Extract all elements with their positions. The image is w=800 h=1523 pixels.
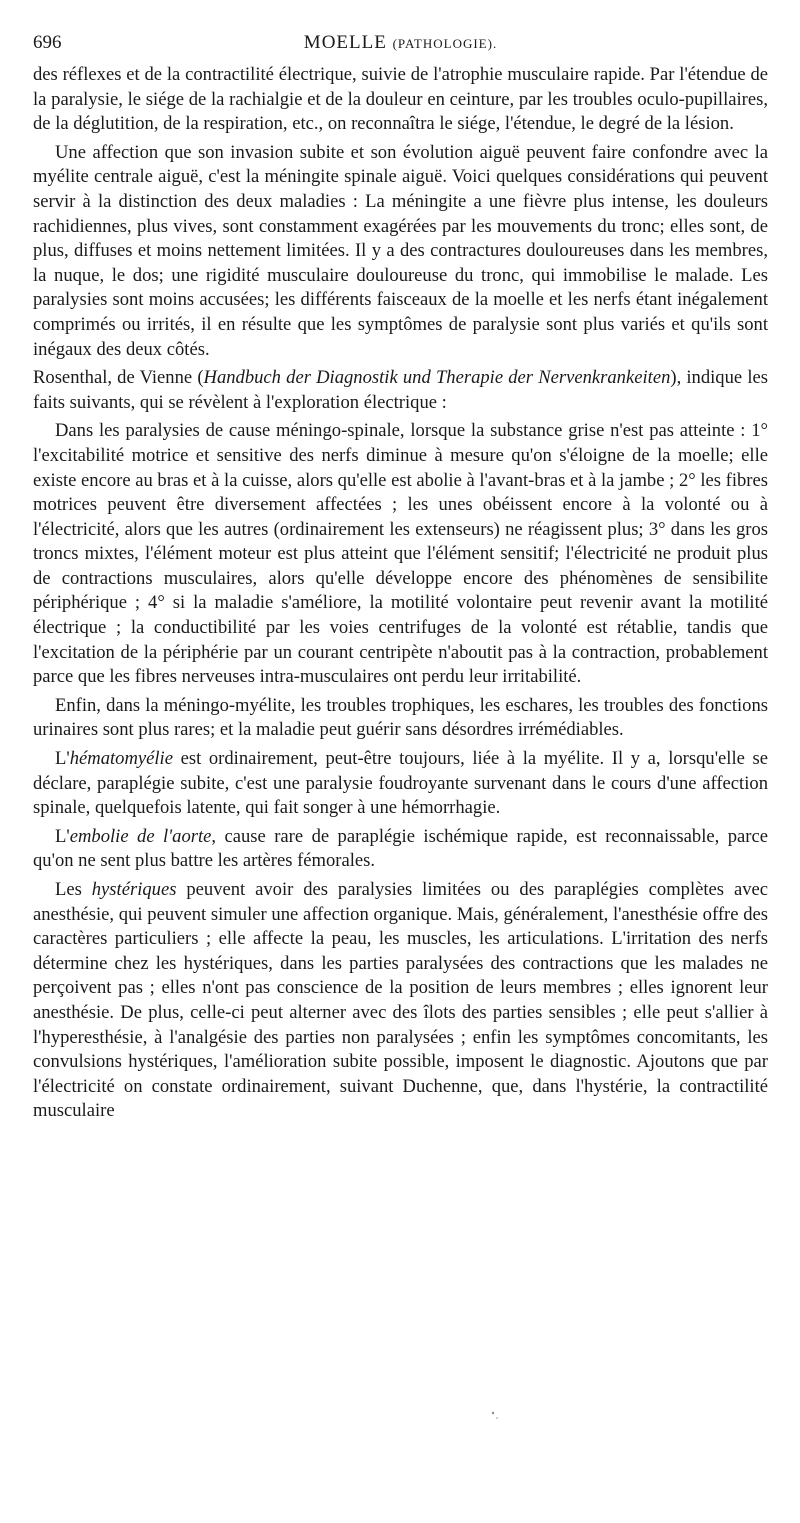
- running-header: [33, 30, 768, 60]
- paragraph-hysteriques: [33, 878, 768, 1124]
- book-title: Handbuch der Diagnostik und Therapie der Nervenkrankeiten: [203, 367, 671, 389]
- hysteriques-text: peuvent avoir des paralysies limitées ou des paraplégies complètes avec anesthésie, qui peuvent simuler une affection organique. Mais, généralement, l'anesthésie offre des caractères particuliers ; elle affecte la peau, les muscles, les articulations. L'irritation des nerfs détermine chez les hystériques, dans les parties paralysées des contractions que les malades ne perçoivent pas ; elles n'ont pas conscience de la position de leurs membres ; elles ignorent leur anesthésie. De plus, celle-ci peut alterner avec des îlots des parties sensibles ; elle peut s'allier à l'hyperesthésie, à l'analgésie des parties non paralysées ; enfin les symptômes concomitants, les convulsions hystériques, l'amélioration subite possible, imposent le diagnostic. Ajoutons que par l'électricité on constate ordinairement, suivant Duchenne, que, dans l'hystérie, la contractilité musculaire: [33, 879, 768, 1122]
- page-number: 696: [33, 32, 62, 53]
- hematomyelie-prefix: L': [55, 748, 70, 770]
- scan-speck: [496, 1417, 498, 1419]
- paragraph-meningo-myelite: Enfin, dans la méningo-myélite, les troubles trophiques, les eschares, les troubles des fonctions urinaires sont plus rares; et la maladie peut guérir sans désordres irrémédiables.: [33, 694, 768, 741]
- running-title: [33, 30, 768, 57]
- term-hematomyelie: hématomyélie: [69, 748, 173, 770]
- body-text: [33, 63, 768, 1124]
- paragraph-electric-findings: Dans les paralysies de cause méningo-spinale, lorsque la substance grise n'est pas atteinte : 1° l'excitabilité motrice et sensitive des nerfs diminue à mesure qu'on s'éloigne de la moelle; elle existe encore au bras et à la cuisse, alors qu'elle est abolie à l'avant-bras et à la jambe ; 2° les fibres motrices peuvent être diversement affectées ; les unes obéissent encore à la volonté ou à l'électricité, alors que les autres (ordinairement les extenseurs) ne réagissent plus; 3° dans les gros troncs mixtes, l'élément moteur est plus atteint que l'élément sensitif; l'électricité ne produit plus de contractions musculaires, alors qu'elle développe encore des phénomènes de sensibilite périphérique ; 4° si la maladie s'améliore, la motilité volontaire peut revenir avant la motilité électrique ; la conductibilité par les voies centrifuges de la volonté est rétablie, tandis que l'excitation de la périphérie par un courant centripète n'aboutit pas à la contraction, probablement parce que les fibres nerveuses intra-musculaires ont perdu leur irritabilité.: [33, 420, 768, 688]
- scan-speck: [492, 1412, 494, 1414]
- paragraph-meningite: Une affection que son invasion subite et son évolution aiguë peuvent faire confondre avec la myélite centrale aiguë, c'est la méningite spinale aiguë. Voici quelques considérations qui peuvent servir à la distinction des deux maladies : La méningite a une fièvre plus intense, les douleurs rachidiennes, plus vives, sont constamment exagérées par les mouvements du tronc; elles sont, de plus, diffuses et moins nettement limitées. Il y a des contractures douloureuses dans les membres, la nuque, le dos; une rigidité musculaire douloureuse du tronc, qui immobilise le malade. Les paralysies sont moins accusées; les différents faisceaux de la moelle et les nerfs étant inégalement comprimés ou irrités, il en résulte que les symptômes de paralysie sont plus variés et qu'ils sont inégaux des deux côtés.: [33, 141, 768, 360]
- book-page: [33, 30, 768, 1128]
- paragraph-continued: des réflexes et de la contractilité électrique, suivie de l'atrophie musculaire rapide. Par l'étendue de la paralysie, le siége de la rachialgie et de la douleur en ceinture, par les troubles oculo-pupillaires, de la déglutition, de la respiration, etc., on reconnaîtra le siége, l'étendue, le degré de la lésion.: [33, 64, 768, 135]
- hematomyelie-text: est ordinairement, peut-être toujours, liée à la myélite. Il y a, lorsqu'elle se déclare, paraplégie subite, c'est une paralysie foudroyante survenant dans le cours d'une affection spinale, quelquefois latente, qui fait songer à une hémorrhagie.: [33, 748, 768, 819]
- paragraph-hematomyelie: [33, 747, 768, 821]
- term-hysteriques: hystériques: [91, 879, 177, 900]
- paragraph-rosenthal: [33, 366, 768, 415]
- term-embolie-aorte: embolie de l'aorte: [69, 825, 212, 847]
- rosenthal-text-a: Rosenthal, de Vienne (: [33, 367, 204, 389]
- running-title-main: MOELLE: [303, 32, 387, 53]
- paragraph-embolie: [33, 825, 768, 874]
- embolie-prefix: L': [55, 825, 70, 847]
- embolie-text: , cause rare de paraplégie ischémique rapide, est reconnaissable, parce qu'on ne sent plus battre les artères fémorales.: [33, 825, 768, 872]
- running-title-sub: (PATHOLOGIE).: [392, 36, 498, 51]
- hysteriques-prefix: Les: [55, 879, 92, 900]
- rosenthal-text-b: ), indique les faits suivants, qui se révèlent à l'exploration électrique :: [33, 367, 768, 413]
